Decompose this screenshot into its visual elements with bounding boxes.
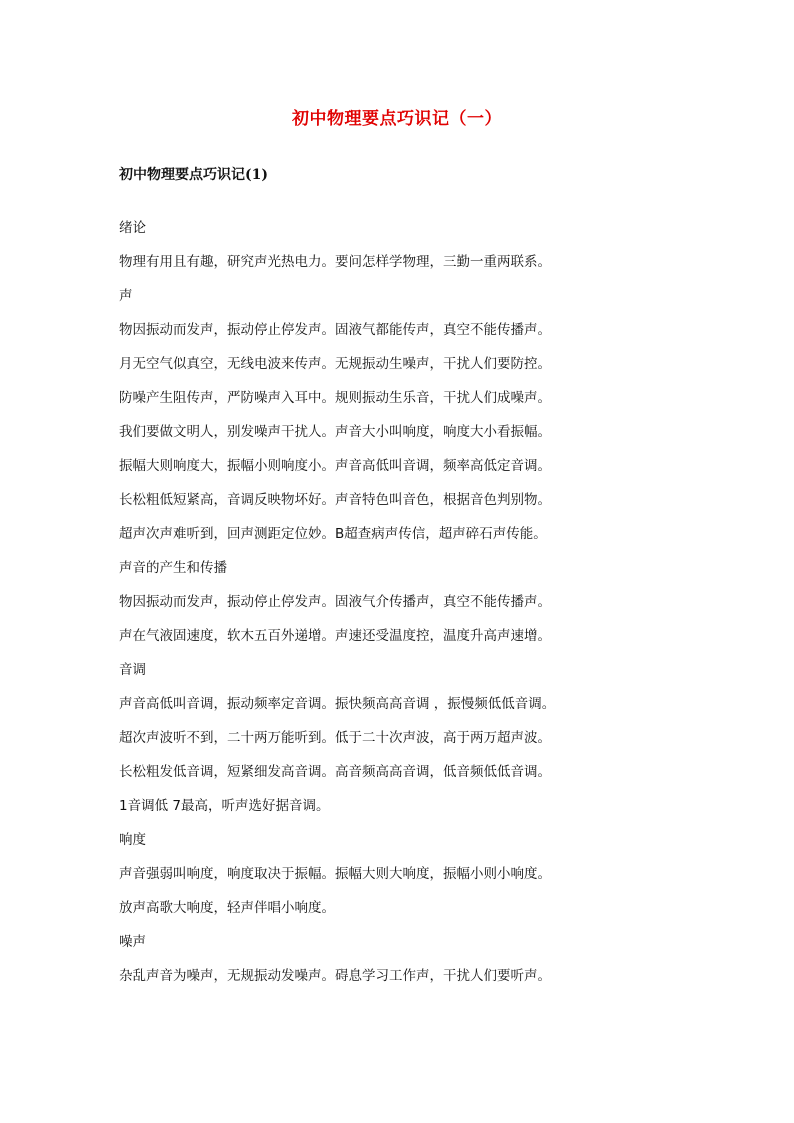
section-subtitle: 初中物理要点巧识记(1) — [119, 167, 268, 183]
text-line: 超次声波听不到，二十两万能听到。低于二十次声波，高于两万超声波。 — [119, 730, 551, 746]
text-line: 防噪产生阻传声，严防噪声入耳中。规则振动生乐音，干扰人们成噪声。 — [119, 390, 551, 406]
text-line: 放声高歌大响度，轻声伴唱小响度。 — [119, 900, 335, 916]
text-line: 杂乱声音为噪声，无规振动发噪声。碍息学习工作声，干扰人们要听声。 — [119, 968, 551, 984]
text-line: 声在气液固速度，软木五百外递增。声速还受温度控，温度升高声速增。 — [119, 628, 551, 644]
text-line: 声音高低叫音调，振动频率定音调。振快频高高音调 ，振慢频低低音调。 — [119, 696, 556, 712]
text-line: 超声次声难听到，回声测距定位妙。B超查病声传信，超声碎石声传能。 — [119, 526, 547, 542]
text-line: 月无空气似真空，无线电波来传声。无规振动生噪声，干扰人们要防控。 — [119, 356, 551, 372]
text-line: 物因振动而发声，振动停止停发声。固液气介传播声，真空不能传播声。 — [119, 594, 551, 610]
text-line: 声 — [119, 288, 133, 304]
text-line: 物理有用且有趣，研究声光热电力。要问怎样学物理，三勤一重两联系。 — [119, 254, 551, 270]
text-line: 长松粗发低音调，短紧细发高音调。高音频高高音调，低音频低低音调。 — [119, 764, 551, 780]
text-line: 物因振动而发声，振动停止停发声。固液气都能传声，真空不能传播声。 — [119, 322, 551, 338]
text-line: 响度 — [119, 832, 146, 848]
text-line: 我们要做文明人，别发噪声干扰人。声音大小叫响度，响度大小看振幅。 — [119, 424, 551, 440]
text-line: 声音的产生和传播 — [119, 560, 227, 576]
text-line: 音调 — [119, 662, 146, 678]
text-line: 1音调低 7最高，听声选好据音调。 — [119, 798, 330, 814]
text-line: 声音强弱叫响度，响度取决于振幅。振幅大则大响度，振幅小则小响度。 — [119, 866, 551, 882]
text-line: 振幅大则响度大，振幅小则响度小。声音高低叫音调，频率高低定音调。 — [119, 458, 551, 474]
document-body — [119, 219, 699, 1001]
document-title: 初中物理要点巧识记（一） — [292, 109, 502, 129]
text-line: 长松粗低短紧高，音调反映物坏好。声音特色叫音色，根据音色判别物。 — [119, 492, 551, 508]
text-line: 绪论 — [119, 220, 146, 236]
text-line: 噪声 — [119, 934, 146, 950]
